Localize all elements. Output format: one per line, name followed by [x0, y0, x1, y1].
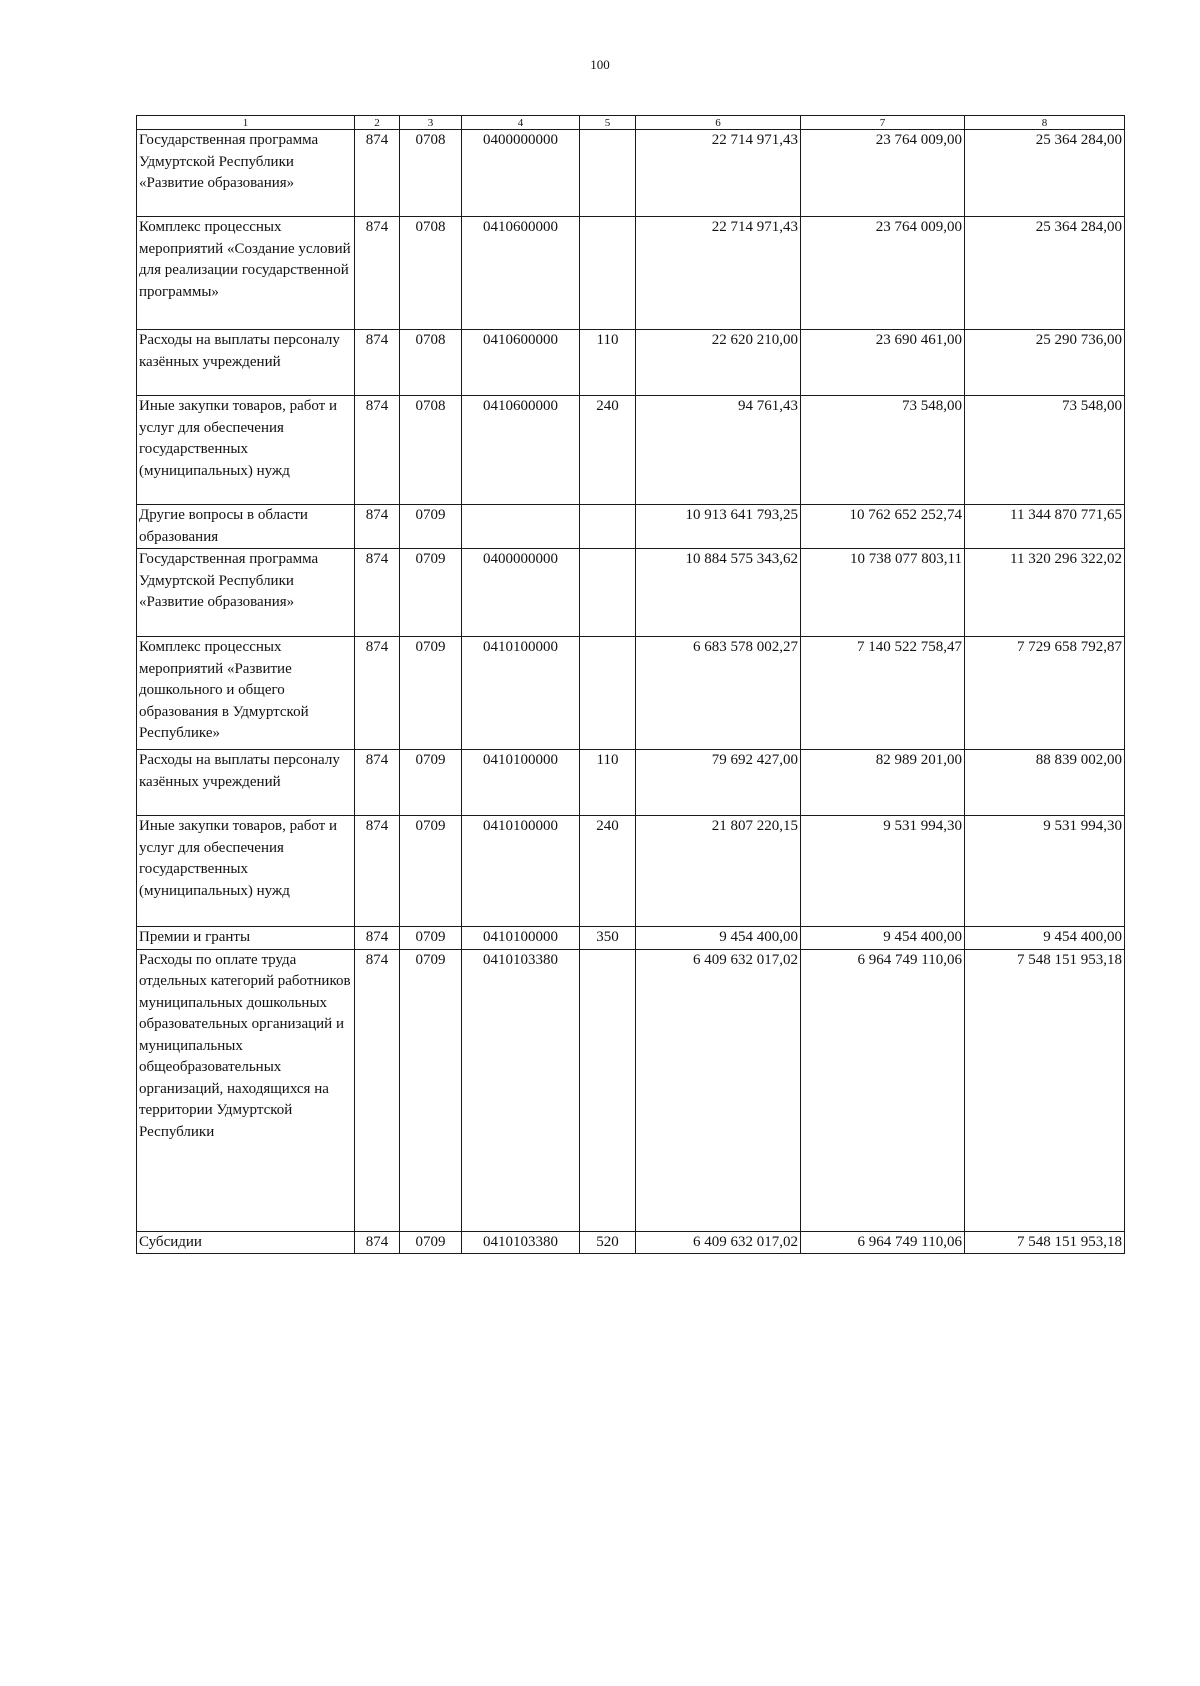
amount-col7: 10 762 652 252,74 [801, 505, 965, 549]
row-name: Комплекс процессных мероприятий «Создание условий для реализации государственной программы» [137, 217, 355, 330]
amount-col6: 9 454 400,00 [636, 927, 801, 950]
amount-col8: 7 729 658 792,87 [965, 637, 1125, 750]
amount-col7: 9 454 400,00 [801, 927, 965, 950]
section-code: 0708 [400, 396, 462, 505]
amount-col7: 23 764 009,00 [801, 130, 965, 217]
table-row [137, 1231, 1125, 1254]
row-name: Государственная программа Удмуртской Республики «Развитие образования» [137, 549, 355, 637]
table-row [137, 949, 1125, 1231]
section-code: 0709 [400, 637, 462, 750]
expense-type: 110 [580, 750, 636, 816]
admin-code: 874 [355, 330, 400, 396]
column-header: 7 [801, 116, 965, 130]
amount-col7: 7 140 522 758,47 [801, 637, 965, 750]
table-row [137, 750, 1125, 816]
amount-col7: 10 738 077 803,11 [801, 549, 965, 637]
expense-type [580, 949, 636, 1231]
row-name: Расходы по оплате труда отдельных категорий работников муниципальных дошкольных образовательных организаций и муниципальных общеобразовательных организаций, находящихся на территории Удмуртской Республики [137, 949, 355, 1231]
page-number: 100 [590, 57, 610, 72]
target-article: 0400000000 [462, 549, 580, 637]
expense-type [580, 549, 636, 637]
amount-col8: 25 364 284,00 [965, 130, 1125, 217]
expense-type: 110 [580, 330, 636, 396]
amount-col7: 6 964 749 110,06 [801, 949, 965, 1231]
amount-col7: 82 989 201,00 [801, 750, 965, 816]
admin-code: 874 [355, 750, 400, 816]
admin-code: 874 [355, 549, 400, 637]
amount-col8: 7 548 151 953,18 [965, 949, 1125, 1231]
amount-col7: 73 548,00 [801, 396, 965, 505]
column-header-row [137, 116, 1125, 130]
section-code: 0709 [400, 1231, 462, 1254]
target-article: 0410100000 [462, 637, 580, 750]
amount-col8: 7 548 151 953,18 [965, 1231, 1125, 1254]
expense-type [580, 217, 636, 330]
table-row [137, 927, 1125, 950]
amount-col8: 9 454 400,00 [965, 927, 1125, 950]
expense-type [580, 637, 636, 750]
row-name: Субсидии [137, 1231, 355, 1254]
section-code: 0708 [400, 330, 462, 396]
table-row [137, 330, 1125, 396]
amount-col6: 22 714 971,43 [636, 130, 801, 217]
section-code: 0709 [400, 927, 462, 950]
target-article: 0400000000 [462, 130, 580, 217]
table-row [137, 130, 1125, 217]
amount-col6: 79 692 427,00 [636, 750, 801, 816]
column-header: 2 [355, 116, 400, 130]
column-header: 8 [965, 116, 1125, 130]
admin-code: 874 [355, 927, 400, 950]
amount-col8: 25 290 736,00 [965, 330, 1125, 396]
column-header: 5 [580, 116, 636, 130]
amount-col6: 6 683 578 002,27 [636, 637, 801, 750]
target-article: 0410600000 [462, 217, 580, 330]
admin-code: 874 [355, 396, 400, 505]
expense-type: 350 [580, 927, 636, 950]
section-code: 0708 [400, 217, 462, 330]
amount-col7: 23 764 009,00 [801, 217, 965, 330]
section-code: 0709 [400, 816, 462, 927]
expense-type: 240 [580, 396, 636, 505]
section-code: 0709 [400, 549, 462, 637]
admin-code: 874 [355, 505, 400, 549]
column-header: 1 [137, 116, 355, 130]
amount-col8: 11 344 870 771,65 [965, 505, 1125, 549]
section-code: 0708 [400, 130, 462, 217]
amount-col8: 9 531 994,30 [965, 816, 1125, 927]
amount-col7: 6 964 749 110,06 [801, 1231, 965, 1254]
section-code: 0709 [400, 505, 462, 549]
table-row [137, 637, 1125, 750]
row-name: Иные закупки товаров, работ и услуг для обеспечения государственных (муниципальных) нужд [137, 396, 355, 505]
column-header: 6 [636, 116, 801, 130]
amount-col7: 9 531 994,30 [801, 816, 965, 927]
amount-col6: 10 913 641 793,25 [636, 505, 801, 549]
expense-type [580, 130, 636, 217]
amount-col8: 73 548,00 [965, 396, 1125, 505]
row-name: Расходы на выплаты персоналу казённых учреждений [137, 330, 355, 396]
amount-col6: 94 761,43 [636, 396, 801, 505]
amount-col6: 22 714 971,43 [636, 217, 801, 330]
admin-code: 874 [355, 1231, 400, 1254]
amount-col6: 6 409 632 017,02 [636, 949, 801, 1231]
expense-type: 240 [580, 816, 636, 927]
target-article: 0410100000 [462, 750, 580, 816]
row-name: Иные закупки товаров, работ и услуг для обеспечения государственных (муниципальных) нужд [137, 816, 355, 927]
table-row [137, 396, 1125, 505]
table-row [137, 549, 1125, 637]
admin-code: 874 [355, 949, 400, 1231]
amount-col6: 21 807 220,15 [636, 816, 801, 927]
target-article: 0410100000 [462, 816, 580, 927]
row-name: Расходы на выплаты персоналу казённых учреждений [137, 750, 355, 816]
target-article: 0410103380 [462, 949, 580, 1231]
amount-col7: 23 690 461,00 [801, 330, 965, 396]
row-name: Государственная программа Удмуртской Республики «Развитие образования» [137, 130, 355, 217]
target-article [462, 505, 580, 549]
column-header: 4 [462, 116, 580, 130]
section-code: 0709 [400, 949, 462, 1231]
section-code: 0709 [400, 750, 462, 816]
row-name: Премии и гранты [137, 927, 355, 950]
amount-col8: 25 364 284,00 [965, 217, 1125, 330]
amount-col6: 6 409 632 017,02 [636, 1231, 801, 1254]
table-row [137, 816, 1125, 927]
admin-code: 874 [355, 130, 400, 217]
amount-col8: 11 320 296 322,02 [965, 549, 1125, 637]
row-name: Комплекс процессных мероприятий «Развитие дошкольного и общего образования в Удмуртской Республике» [137, 637, 355, 750]
expense-type: 520 [580, 1231, 636, 1254]
admin-code: 874 [355, 816, 400, 927]
amount-col6: 22 620 210,00 [636, 330, 801, 396]
table-row [137, 505, 1125, 549]
amount-col6: 10 884 575 343,62 [636, 549, 801, 637]
target-article: 0410103380 [462, 1231, 580, 1254]
admin-code: 874 [355, 637, 400, 750]
target-article: 0410100000 [462, 927, 580, 950]
column-header: 3 [400, 116, 462, 130]
budget-table [136, 115, 1125, 1254]
table-row [137, 217, 1125, 330]
target-article: 0410600000 [462, 396, 580, 505]
expense-type [580, 505, 636, 549]
row-name: Другие вопросы в области образования [137, 505, 355, 549]
admin-code: 874 [355, 217, 400, 330]
target-article: 0410600000 [462, 330, 580, 396]
amount-col8: 88 839 002,00 [965, 750, 1125, 816]
